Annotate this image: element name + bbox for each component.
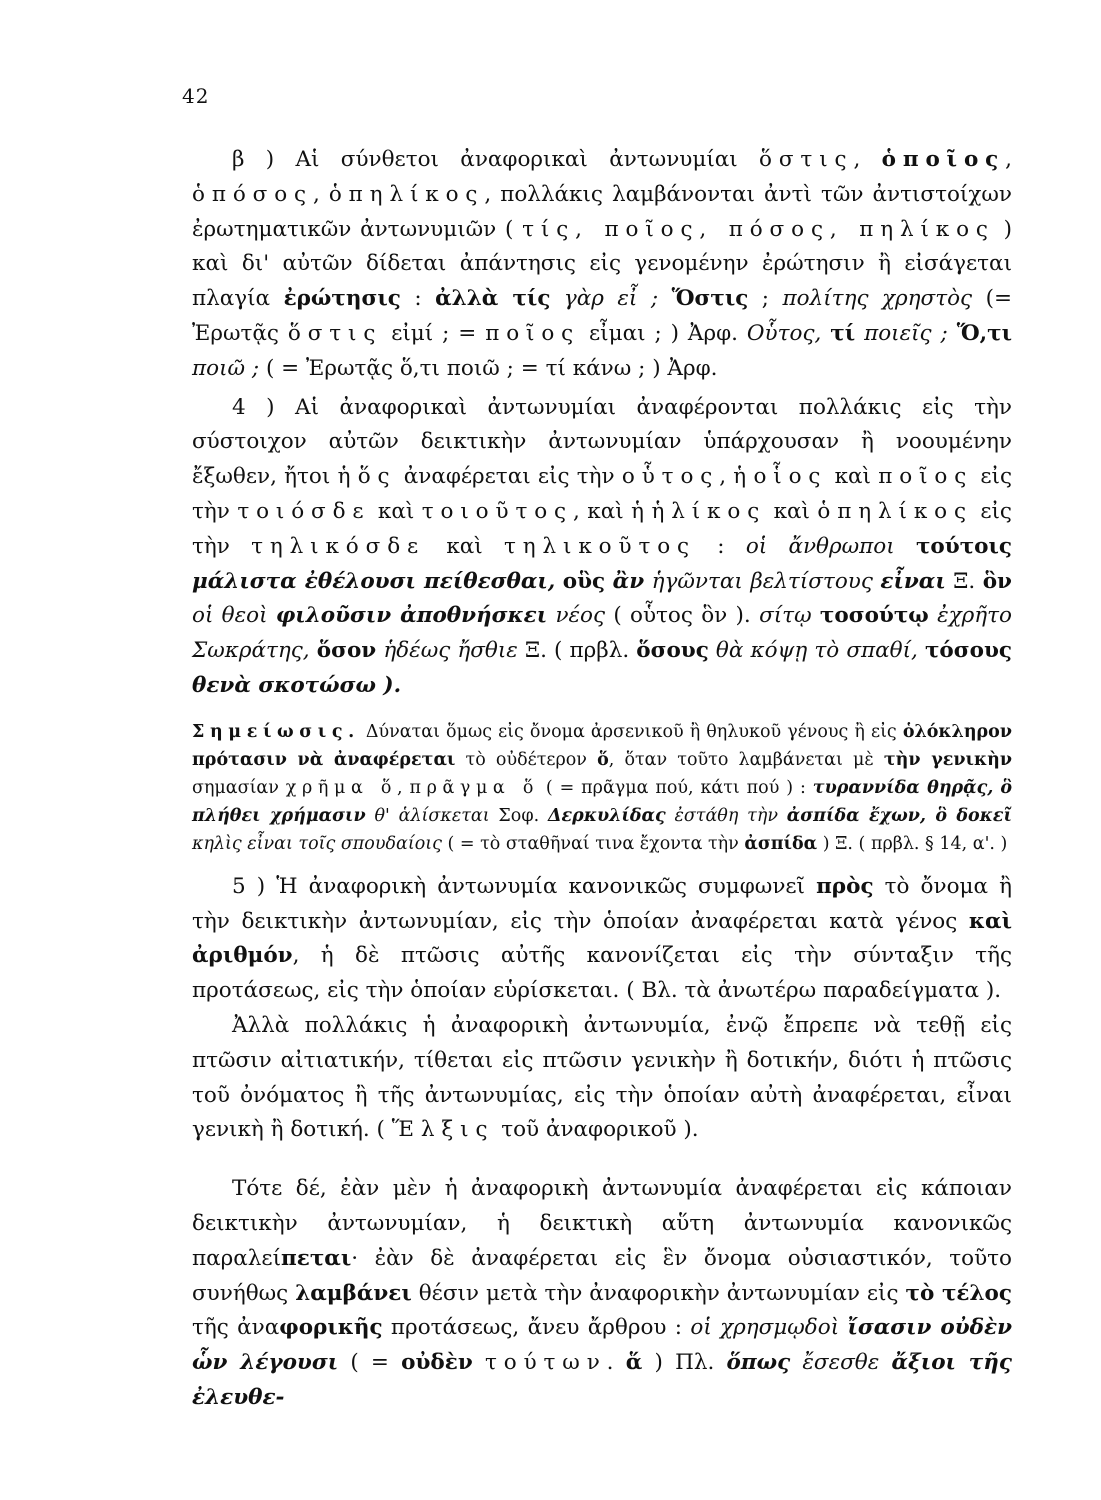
text-run: καὶ (425, 533, 505, 559)
text-run: πρὸς (816, 873, 874, 899)
text-run: ἡγῶνται βελτίστους (651, 568, 881, 594)
text-run: , (853, 147, 882, 172)
text-run: καὶ (370, 498, 422, 524)
paragraph-tote-placement (192, 1172, 1012, 1416)
text-run: ἂν (612, 568, 645, 594)
text-run: ὅς (357, 464, 397, 490)
text-run: ( = (338, 1350, 402, 1376)
text-run: ( = Ἐρωτᾷς ὅ,τι ποιῶ ; = τί κάνω ; ) Ἀρφ. (259, 355, 718, 381)
text-run: ἔσεσθε (802, 1350, 880, 1376)
text-run: θ' ἁλίσκεται (374, 805, 490, 826)
text-run: Ὅστις (671, 286, 749, 312)
text-run: κηλὶς εἶναι τοῖς σπουδαίοις (192, 833, 442, 854)
text-run (605, 569, 613, 594)
text-run: τοῦ ἀναφορικοῦ ). (494, 1117, 699, 1143)
text-run (658, 286, 671, 311)
text-run: τούτοις (915, 533, 1012, 559)
text-run: ἐχρῆτο Σωκράτης, (192, 603, 1013, 664)
text-run: ; (748, 286, 783, 312)
text-run: ) καὶ δι' αὐτῶν δίδεται ἀπάντησις εἰς γενομένην ἐρώτησιν ἢ εἰσάγεται πλαγία (192, 216, 1012, 312)
text-run: ( = τὸ σταθῆναί τινα ἔχοντα τὴν (441, 833, 745, 854)
text-run: λαμβάνει (295, 1280, 412, 1306)
text-run: ) Ξ. ( πρβλ. § 14, α'. ) (817, 833, 1008, 854)
text-run: , ἡ δὲ πτῶσις αὐτῆς κανονίζεται εἰς τὴν σύνταξιν τῆς προτάσεως, εἰς τὴν ὁποίαν εὑρίσκεται. ( Βλ. τὰ ἀνωτέρω παραδείγματα ). (192, 943, 1012, 1004)
text-run: ὁπόσος (192, 181, 313, 207)
text-run: θὰ κόψῃ τὸ σπαθί, (715, 638, 925, 664)
text-run: , (1005, 147, 1013, 172)
paragraph-4-relative-demonstrative (192, 391, 1012, 704)
text-run: ἀσπίδα (744, 833, 818, 854)
text-run: εἶναι (880, 568, 946, 594)
text-run: Ξ. (945, 568, 983, 594)
text-run: τηλικόσδε (251, 533, 426, 559)
text-run: Σοφ. (489, 805, 548, 826)
text-run: μάλιστα ἐθέλουσι πείθεσθαι, (192, 568, 556, 594)
text-run: πεται (281, 1245, 352, 1271)
text-run: ὅσους (636, 638, 709, 664)
text-run: χρῆμα ὅ (285, 777, 398, 798)
text-run: Σημείωσις. (192, 721, 360, 742)
text-run: , (312, 181, 329, 207)
text-run: τί (830, 320, 856, 346)
text-run: θέσιν μετὰ τὴν ἀναφορικὴν ἀντωνυμίαν εἰς (411, 1280, 906, 1306)
text-run: β ) Αἱ σύνθετοι ἀναφορικαὶ ἀντωνυμίαι (232, 147, 760, 172)
text-run: τηλικοῦτος (504, 533, 696, 559)
paragraph-5-agreement (192, 870, 1012, 1009)
note-semeiosis (192, 718, 1012, 858)
text-run: ὁλόκληρον πρότασιν νὰ ἀναφέρεται (192, 721, 1012, 770)
text-run: ( = πρᾶγμα πού, κάτι πού ) : (538, 777, 813, 798)
text-run: ὅστις (287, 320, 383, 346)
text-run: εἶμαι ; ) Ἀρφ. (580, 320, 747, 346)
text-run: Ἀλλὰ πολλάκις ἡ ἀναφορικὴ ἀντωνυμία, ἐνῷ ἔπρεπε νὰ τεθῇ εἰς πτῶσιν αἰτιατικήν, τίθεται εἰς πτῶσιν γενικὴν ἢ δοτικήν, διότι ἡ πτῶσις τοῦ ὀνόματος ἢ τῆς ἀντωνυμίας, εἰς τὴν ὁποίαν αὐτὴ ἀναφέρεται, εἶναι γενικὴ ἢ δοτική. ( (192, 1012, 1012, 1143)
text-run: οὐδὲν (401, 1350, 473, 1376)
text-run: τίς, ποῖος, πόσος, πηλίκος (522, 216, 995, 242)
text-run: οὗτος (621, 464, 720, 490)
text-run: τούτων (484, 1350, 607, 1376)
text-run: σημασίαν (192, 777, 286, 798)
text-run: καὶ ἀριθμόν (192, 908, 1012, 969)
text-run (879, 1350, 891, 1375)
text-run: , ὅταν τοῦτο λαμβάνεται μὲ (608, 749, 884, 770)
text-run: Ὅ,τι (956, 320, 1012, 346)
text-run: θενὰ σκοτώσω ). (192, 672, 402, 698)
text-run: ὅ (597, 749, 609, 770)
text-run: τὸ τέλος (905, 1280, 1012, 1306)
text-run: καὶ (827, 464, 879, 490)
text-run: . (606, 1350, 626, 1376)
text-run: γὰρ εἶ ; (563, 286, 659, 312)
text-run: ἅ (625, 1350, 643, 1376)
text-run: νέος (555, 603, 606, 629)
text-run: τὴν γενικὴν (883, 749, 1012, 770)
text-run (473, 1350, 485, 1375)
text-run (948, 321, 957, 346)
text-run: ὃ πλήθει χρήμασιν (192, 777, 1012, 826)
text-run: : (400, 286, 436, 312)
text-run: ἴσασιν οὐδὲν ὧν λέγουσι (192, 1315, 1012, 1376)
text-run: Ἕλξις (391, 1117, 495, 1143)
text-run: Οὗτος, (746, 320, 831, 346)
text-run: εἰς τὴν (192, 498, 1012, 559)
text-run: ἡλίκος (651, 498, 767, 524)
text-run: ἀλλὰ τίς (435, 286, 551, 312)
text-run: τοιόσδε (237, 498, 371, 524)
text-run (550, 286, 563, 311)
text-run: οὓς (562, 568, 606, 594)
text-run: ποῖος (878, 464, 974, 490)
text-run: ἀσπίδα ἔχων, ὃ δοκεῖ (786, 805, 1012, 826)
text-run: , πολλάκις λαμβάνονται ἀντὶ τῶν ἀντιστοίχων ἐρωτηματικῶν ἀντωνυμιῶν ( (192, 181, 1012, 242)
text-run: ὃν (982, 568, 1012, 594)
text-run: , ἡ (719, 464, 754, 490)
text-run: ἄξιοι τῆς ἐλευθε- (192, 1350, 1012, 1410)
text-run (929, 603, 937, 628)
text-run: τῆς ἀνα (192, 1315, 280, 1341)
text-run: ὅπως (726, 1350, 791, 1376)
text-run: ὁπηλίκος (328, 181, 485, 207)
text-run: τὸ οὐδέτερον (455, 749, 598, 770)
text-run (790, 1350, 802, 1375)
text-run: οἱ θεοὶ (192, 603, 276, 629)
text-run (310, 638, 317, 663)
text-run: · ἐὰν δὲ ἀναφέρεται εἰς ἓν ὄνομα οὐσιαστικόν, τοῦτο συνήθως (192, 1245, 1012, 1306)
text-run: καὶ (766, 498, 818, 524)
text-run: τοσούτῳ (819, 603, 929, 629)
page-number: 42 (182, 84, 210, 108)
text-run: ( οὗτος ὃν ). (605, 603, 760, 629)
text-run: φιλοῦσιν ἀποθνήσκει (275, 603, 548, 629)
text-run: οἱ χρησμῳδοὶ (690, 1315, 848, 1341)
text-run: εἰμί ; = (382, 320, 486, 346)
text-run: τυραννίδα θηρᾷς, (812, 777, 994, 798)
text-run: ἐρώτησις (283, 286, 401, 312)
text-run: Ξ. ( πρβλ. (517, 638, 637, 664)
text-run (644, 569, 652, 594)
text-run: φορικῆς (279, 1315, 383, 1341)
text-run: ἡδέως ἤσθιε (383, 638, 518, 664)
text-run: ποιεῖς ; (864, 320, 948, 346)
page-body (192, 143, 1012, 1416)
text-run: πρᾶγμα ὅ (409, 777, 539, 798)
text-run: ὅσον (316, 638, 377, 664)
text-run: τοιοῦτος (421, 498, 573, 524)
text-run (855, 321, 864, 346)
text-run: Δερκυλίδας (547, 805, 666, 826)
text-run: οἱ ἄνθρωποι (745, 533, 916, 559)
text-run: οἷος (753, 464, 828, 490)
text-run: τόσους (924, 638, 1012, 664)
text-run (709, 638, 716, 663)
text-run: , καὶ ἡ (572, 498, 652, 524)
text-run: πολίτης χρηστὸς (782, 286, 973, 312)
text-run: προτάσεως, ἄνευ ἄρθρου : (382, 1315, 691, 1341)
paragraph-attraction (192, 1009, 1012, 1148)
text-run: : (695, 533, 746, 559)
text-run: 5 ) Ἡ ἀναφορικὴ ἀντωνυμία κανονικῶς συμφωνεῖ (232, 873, 817, 899)
text-run: ὁπηλίκος (817, 498, 973, 524)
text-run: 4 ) Αἱ ἀναφορικαὶ ἀντωνυμίαι ἀναφέρονται πολλάκις εἰς τὴν σύστοιχον αὐτῶν δεικτικὴν ἀντωνυμίαν ὑπάρχουσαν ἢ νοουμένην ἔξωθεν, ἤτοι ἡ (192, 394, 1012, 490)
text-run: τὸ ὄνομα ἢ τὴν δεικτικὴν ἀντωνυμίαν, εἰς τὴν ὁποίαν ἀναφέρεται κατὰ γένος (192, 873, 1012, 934)
text-run: ποιῶ ; (192, 355, 260, 381)
text-run (555, 569, 563, 594)
text-run: σίτῳ (759, 603, 820, 629)
text-run: Δύναται ὅμως εἰς ὄνομα ἀρσενικοῦ ἢ θηλυκοῦ γένους ἢ εἰς (359, 721, 903, 742)
text-run: ὅστις (759, 147, 854, 172)
text-run: εἰς τὴν (192, 464, 1012, 524)
paragraph-beta-compound-relatives (192, 143, 1012, 387)
text-run: , (397, 777, 410, 798)
text-run: ἀναφέρεται εἰς τὴν (396, 464, 622, 490)
text-run: ποῖος (485, 320, 581, 346)
text-run: ἐστάθη τὴν (674, 805, 787, 826)
text-run: (= Ἐρωτᾷς (192, 286, 1012, 346)
text-run: ) Πλ. (642, 1350, 727, 1376)
text-run: ὁποῖος (881, 147, 1006, 172)
text-run: Τότε δέ, ἐὰν μὲν ἡ ἀναφορικὴ ἀντωνυμία ἀναφέρεται εἰς κάποιαν δεικτικὴν ἀντωνυμίαν, ἡ δεικτικὴ αὕτη ἀντωνυμία κανονικῶς παραλεί (192, 1176, 1012, 1271)
